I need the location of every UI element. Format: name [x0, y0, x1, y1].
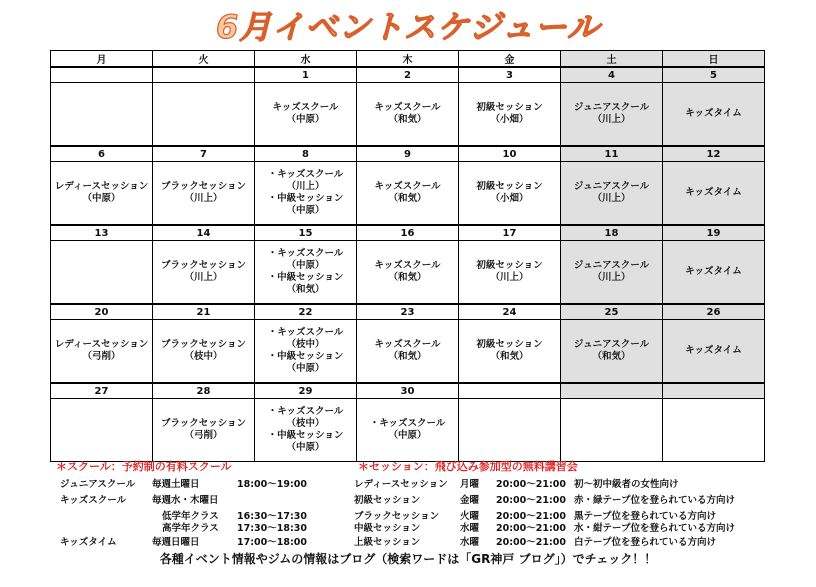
event-text: （枝中）: [286, 418, 325, 429]
event-text: 初級セッション: [476, 181, 543, 192]
day-cell: [51, 399, 153, 462]
session-time: 20:00～21:00: [496, 479, 566, 490]
date-number: 14: [153, 225, 255, 241]
date-number: 25: [561, 304, 663, 320]
event-text: キッズスクール: [272, 102, 339, 113]
event-text: （枝中）: [286, 339, 325, 350]
day-cell: [459, 83, 561, 147]
day-cell: [255, 399, 357, 462]
event-text: （川上）: [286, 181, 325, 192]
school-time: 17:30～18:30: [237, 523, 307, 534]
date-number: 23: [357, 304, 459, 320]
school-when: 高学年クラス: [162, 523, 219, 534]
session-day: 金曜: [460, 495, 480, 506]
date-number: 10: [459, 146, 561, 162]
event-text: （中原）: [286, 114, 325, 125]
event-row: [51, 83, 765, 147]
event-text: 初級セッション: [476, 339, 543, 350]
date-number: 29: [255, 383, 357, 399]
event-text: （弓削）: [82, 351, 121, 362]
school-heading: ＊スクール：予約制の有料スクール: [56, 460, 232, 473]
session-day: 月曜: [460, 479, 480, 490]
event-text: キッズタイム: [685, 108, 742, 119]
session-name: ブラックセッション: [354, 511, 440, 522]
event-text: （川上）: [184, 193, 223, 204]
event-text: ジュニアスクール: [573, 260, 650, 271]
session-desc: 赤・緑テープ位を登られている方向け: [574, 495, 736, 506]
date-number: [459, 383, 561, 399]
date-number: 4: [561, 67, 663, 83]
date-number: 17: [459, 225, 561, 241]
event-text: ・中級セッション: [267, 193, 344, 204]
event-text: ジュニアスクール: [573, 102, 650, 113]
date-number: 28: [153, 383, 255, 399]
event-text: （中原）: [286, 363, 325, 374]
date-row: [51, 383, 765, 399]
session-day: 水曜: [460, 537, 480, 548]
event-text: ・中級セッション: [267, 351, 344, 362]
school-time: 16:30～17:30: [237, 511, 307, 522]
event-text: （小畑）: [490, 193, 529, 204]
event-text: （和気）: [388, 272, 427, 283]
session-name: 上級セッション: [354, 537, 421, 548]
event-text: （川上）: [490, 272, 529, 283]
event-text: キッズタイム: [685, 266, 742, 277]
session-time: 20:00～21:00: [496, 523, 566, 534]
event-row: [51, 399, 765, 462]
day-cell: [51, 320, 153, 384]
event-text: キッズスクール: [374, 339, 441, 350]
day-cell: [459, 162, 561, 226]
event-row: [51, 162, 765, 226]
date-number: 7: [153, 146, 255, 162]
day-cell: [255, 241, 357, 305]
event-text: （中原）: [286, 260, 325, 271]
date-number: 26: [663, 304, 765, 320]
date-number: 5: [663, 67, 765, 83]
day-cell: [561, 399, 663, 462]
event-text: （中原）: [286, 442, 325, 453]
school-when: 毎週日曜日: [152, 537, 200, 548]
event-text: （和気）: [388, 351, 427, 362]
date-number: 15: [255, 225, 357, 241]
date-number: 3: [459, 67, 561, 83]
date-number: [153, 67, 255, 83]
event-text: ブラックセッション: [160, 418, 247, 429]
date-number: 20: [51, 304, 153, 320]
event-text: （枝中）: [184, 351, 223, 362]
date-row: [51, 67, 765, 83]
event-text: レディースセッション: [54, 181, 149, 192]
session-time: 20:00～21:00: [496, 537, 566, 548]
day-cell: [663, 241, 765, 305]
session-heading: ＊セッション：飛び込み参加型の無料講習会: [358, 460, 578, 473]
day-cell: [51, 83, 153, 147]
date-number: 13: [51, 225, 153, 241]
event-text: （川上）: [592, 272, 631, 283]
day-cell: [153, 83, 255, 147]
day-cell: [357, 320, 459, 384]
event-text: （和気）: [490, 351, 529, 362]
date-number: [51, 67, 153, 83]
school-row: キッズタイム: [60, 537, 117, 548]
event-text: （中原）: [286, 205, 325, 216]
day-cell: [663, 162, 765, 226]
school-row: キッズスクール: [60, 495, 127, 506]
footer-note: 各種イベント情報やジムの情報はブログ（検索ワードは「GR神戸 ブログ」）でチェック！！: [159, 552, 657, 566]
session-desc: 白テープ位を登られている方向け: [574, 537, 717, 548]
event-text: （川上）: [592, 193, 631, 204]
event-text: ・キッズスクール: [267, 406, 344, 417]
page-title: 6月イベントスケジュール: [215, 8, 601, 46]
event-text: （和気）: [388, 193, 427, 204]
day-cell: [357, 162, 459, 226]
date-number: 18: [561, 225, 663, 241]
weekday-fri: 金: [459, 51, 561, 68]
day-cell: [153, 399, 255, 462]
event-text: （小畑）: [490, 114, 529, 125]
event-text: 初級セッション: [476, 260, 543, 271]
day-cell: [663, 83, 765, 147]
event-text: キッズタイム: [685, 187, 742, 198]
event-text: （中原）: [388, 430, 427, 441]
school-when: 毎週土曜日: [152, 479, 200, 490]
date-row: [51, 304, 765, 320]
weekday-mon: 月: [51, 51, 153, 68]
day-cell: [255, 320, 357, 384]
date-number: 6: [51, 146, 153, 162]
event-text: ・中級セッション: [267, 430, 344, 441]
date-number: 1: [255, 67, 357, 83]
event-text: （中原）: [82, 193, 121, 204]
weekday-header-row: [51, 51, 765, 68]
weekday-thu: 木: [357, 51, 459, 68]
event-text: ブラックセッション: [160, 339, 247, 350]
weekday-tue: 火: [153, 51, 255, 68]
school-time: 17:00～18:00: [237, 537, 307, 548]
day-cell: [357, 83, 459, 147]
day-cell: [153, 241, 255, 305]
session-desc: 初～初中級者の女性向け: [574, 479, 679, 490]
event-text: ・中級セッション: [267, 272, 344, 283]
day-cell: [153, 162, 255, 226]
event-text: ・キッズスクール: [267, 248, 344, 259]
event-text: （川上）: [592, 114, 631, 125]
session-name: 初級セッション: [354, 495, 421, 506]
day-cell: [561, 162, 663, 226]
day-cell: [561, 241, 663, 305]
event-text: 初級セッション: [476, 102, 543, 113]
date-number: 11: [561, 146, 663, 162]
session-name: 中級セッション: [354, 523, 421, 534]
school-when: 毎週水・木曜日: [152, 495, 219, 506]
date-number: 24: [459, 304, 561, 320]
session-time: 20:00～21:00: [496, 511, 566, 522]
event-text: キッズスクール: [374, 102, 441, 113]
day-cell: [255, 162, 357, 226]
date-number: 19: [663, 225, 765, 241]
event-text: ジュニアスクール: [573, 181, 650, 192]
date-number: [663, 383, 765, 399]
event-text: キッズタイム: [685, 345, 742, 356]
event-text: ・キッズスクール: [267, 327, 344, 338]
date-row: [51, 225, 765, 241]
day-cell: [153, 320, 255, 384]
event-row: [51, 241, 765, 305]
event-text: ブラックセッション: [160, 260, 247, 271]
event-text: レディースセッション: [54, 339, 149, 350]
event-text: （和気）: [592, 351, 631, 362]
date-number: 27: [51, 383, 153, 399]
event-text: （川上）: [184, 272, 223, 283]
school-row: ジュニアスクール: [60, 479, 136, 490]
date-row: [51, 146, 765, 162]
date-number: 9: [357, 146, 459, 162]
event-text: ・キッズスクール: [267, 169, 344, 180]
day-cell: [459, 320, 561, 384]
date-number: 12: [663, 146, 765, 162]
day-cell: [255, 83, 357, 147]
day-cell: [357, 399, 459, 462]
school-time: 18:00～19:00: [237, 479, 307, 490]
weekday-sat: 土: [561, 51, 663, 68]
session-desc: 水・紺テープ位を登られている方向け: [574, 523, 736, 534]
date-number: [561, 383, 663, 399]
day-cell: [663, 399, 765, 462]
event-text: キッズスクール: [374, 260, 441, 271]
event-text: （和気）: [388, 114, 427, 125]
day-cell: [561, 320, 663, 384]
day-cell: [459, 399, 561, 462]
day-cell: [51, 162, 153, 226]
event-text: （和気）: [286, 284, 325, 295]
weekday-sun: 日: [663, 51, 765, 68]
day-cell: [663, 320, 765, 384]
date-number: 2: [357, 67, 459, 83]
date-number: 22: [255, 304, 357, 320]
event-text: （弓削）: [184, 430, 223, 441]
date-number: 30: [357, 383, 459, 399]
event-text: キッズスクール: [374, 181, 441, 192]
session-day: 火曜: [460, 511, 480, 522]
calendar: [50, 50, 765, 462]
day-cell: [561, 83, 663, 147]
event-text: ・キッズスクール: [369, 418, 446, 429]
session-name: レディースセッション: [354, 479, 448, 490]
session-day: 水曜: [460, 523, 480, 534]
date-number: 8: [255, 146, 357, 162]
event-text: ジュニアスクール: [573, 339, 650, 350]
date-number: 21: [153, 304, 255, 320]
event-text: ブラックセッション: [160, 181, 247, 192]
date-number: 16: [357, 225, 459, 241]
session-desc: 黒テープ位を登られている方向け: [574, 511, 717, 522]
weekday-wed: 水: [255, 51, 357, 68]
session-time: 20:00～21:00: [496, 495, 566, 506]
day-cell: [459, 241, 561, 305]
event-row: [51, 320, 765, 384]
day-cell: [51, 241, 153, 305]
day-cell: [357, 241, 459, 305]
school-when: 低学年クラス: [162, 511, 219, 522]
